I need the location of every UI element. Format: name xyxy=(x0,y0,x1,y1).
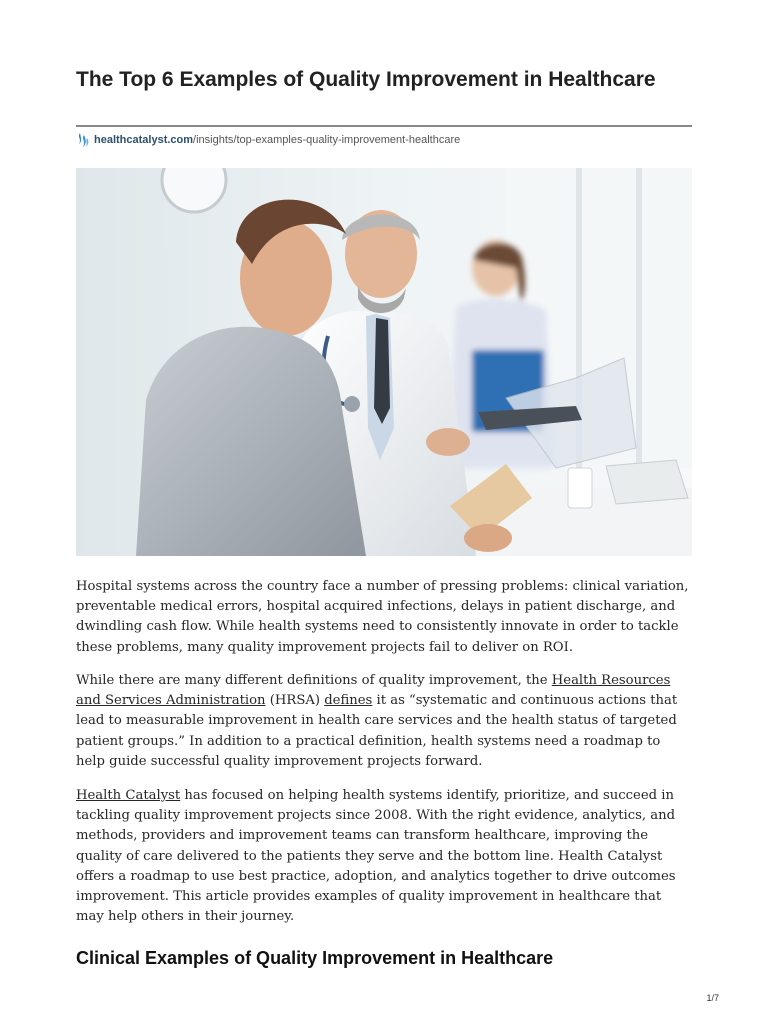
title-divider xyxy=(76,125,692,127)
hrsa-link[interactable]: Health Resources and Services Administration xyxy=(76,673,671,709)
doctors-reviewing-xray-photo-icon xyxy=(76,168,692,556)
paragraph-text: has focused on helping health systems identify, prioritize, and succeed in tackling quality improvement projects since 2008. With the right evidence, analytics, and methods, providers and improvement teams can transform healthcare, improving the quality of care delivered to the patients they serve and the bottom line. Health Catalyst offers a roadmap to use best practice, adoption, and analytics together to drive outcomes improvement. This article provides examples of quality improvement in healthcare that may help others in their journey. xyxy=(76,788,676,925)
health-catalyst-link[interactable]: Health Catalyst xyxy=(76,788,181,803)
health-catalyst-flame-logo-icon xyxy=(76,132,90,148)
section-heading: Clinical Examples of Quality Improvement in Healthcare xyxy=(76,948,554,968)
paragraph-text: While there are many different definitions of quality improvement, the xyxy=(76,673,552,688)
intro-paragraph: Hospital systems across the country face a number of pressing problems: clinical variation, preventable medical errors, hospital acquired infections, delays in patient discharge, and dwindling cash flow. While health systems need to consistently innovate in order to tackle these problems, many quality improvement projects fail to deliver on ROI. xyxy=(76,579,689,655)
defines-link[interactable]: defines xyxy=(324,693,373,709)
paragraph-text: it as “systematic and continuous actions that lead to measurable improvement in health care services and the health status of targeted patient groups.” In addition to a practical definition, health systems need a roadmap to help guide successful quality improvement projects forward. xyxy=(76,693,678,769)
hero-image xyxy=(76,168,692,556)
source-path[interactable]: /insights/top-examples-quality-improvement-healthcare xyxy=(193,134,461,146)
definition-paragraph xyxy=(76,671,692,772)
paragraph-text: (HRSA) xyxy=(265,693,325,709)
source-url[interactable] xyxy=(76,131,460,149)
article-title: The Top 6 Examples of Quality Improvement in Healthcare xyxy=(76,68,656,91)
source-domain[interactable]: healthcatalyst.com xyxy=(94,134,194,146)
health-catalyst-paragraph xyxy=(76,786,692,927)
page-number: 1/7 xyxy=(706,993,719,1003)
